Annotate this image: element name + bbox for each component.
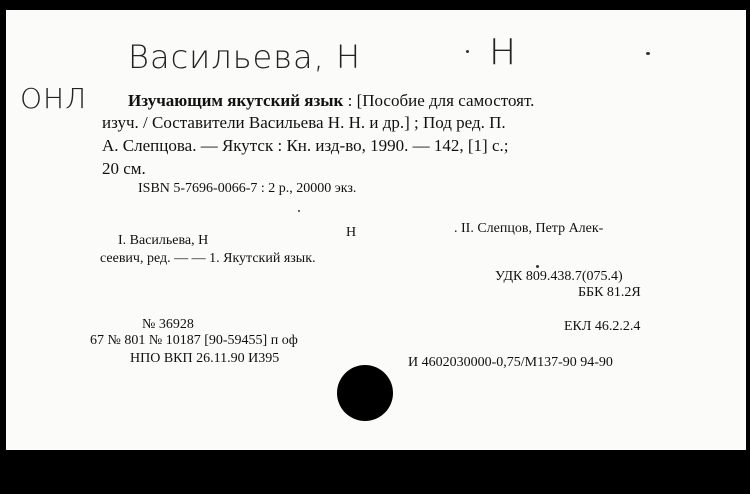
index-code: И 4602030000-0,75/М137-90 94-90 bbox=[408, 355, 613, 370]
handwritten-author: Васильева, Н bbox=[128, 38, 361, 76]
description-line-4: 20 см. bbox=[102, 159, 146, 178]
title-rest: : [Пособие для самостоят. bbox=[343, 91, 535, 110]
ink-speck bbox=[466, 50, 469, 53]
order-line: 67 № 801 № 10187 [90-59455] п оф bbox=[90, 333, 298, 348]
description-line-2: изуч. / Составители Васильева Н. Н. и др.] ; Под ред. П. bbox=[102, 113, 506, 132]
bbk-code: ББК 81.2Я bbox=[578, 285, 641, 300]
tracing-letter: Н bbox=[346, 225, 357, 240]
tracing-subject: сеевич, ред. — — 1. Якутский язык. bbox=[100, 251, 316, 266]
npo-line: НПО ВКП 26.11.90 И395 bbox=[130, 351, 280, 366]
ink-speck bbox=[536, 265, 539, 268]
handwritten-stamp: ОНЛ bbox=[20, 82, 88, 115]
udk-code: УДК 809.438.7(075.4) bbox=[495, 269, 623, 284]
description-line-3: А. Слепцова. — Якутск : Кн. изд-во, 1990. — 142, [1] с.; bbox=[102, 136, 509, 155]
tracing-author: I. Васильева, Н bbox=[118, 233, 209, 248]
ink-speck bbox=[646, 52, 650, 55]
punch-hole bbox=[337, 365, 393, 421]
isbn-line: ISBN 5-7696-0066-7 : 2 р., 20000 экз. bbox=[138, 181, 357, 196]
title-line bbox=[128, 90, 534, 112]
title-bold: Изучающим якутский язык bbox=[128, 91, 344, 110]
handwritten-letter: Н bbox=[489, 32, 518, 73]
ink-speck bbox=[298, 210, 300, 212]
tracing-editor: . II. Слепцов, Петр Алек- bbox=[454, 221, 604, 236]
card-number: № 36928 bbox=[142, 317, 194, 332]
ekl-code: ЕКЛ 46.2.2.4 bbox=[564, 319, 641, 334]
